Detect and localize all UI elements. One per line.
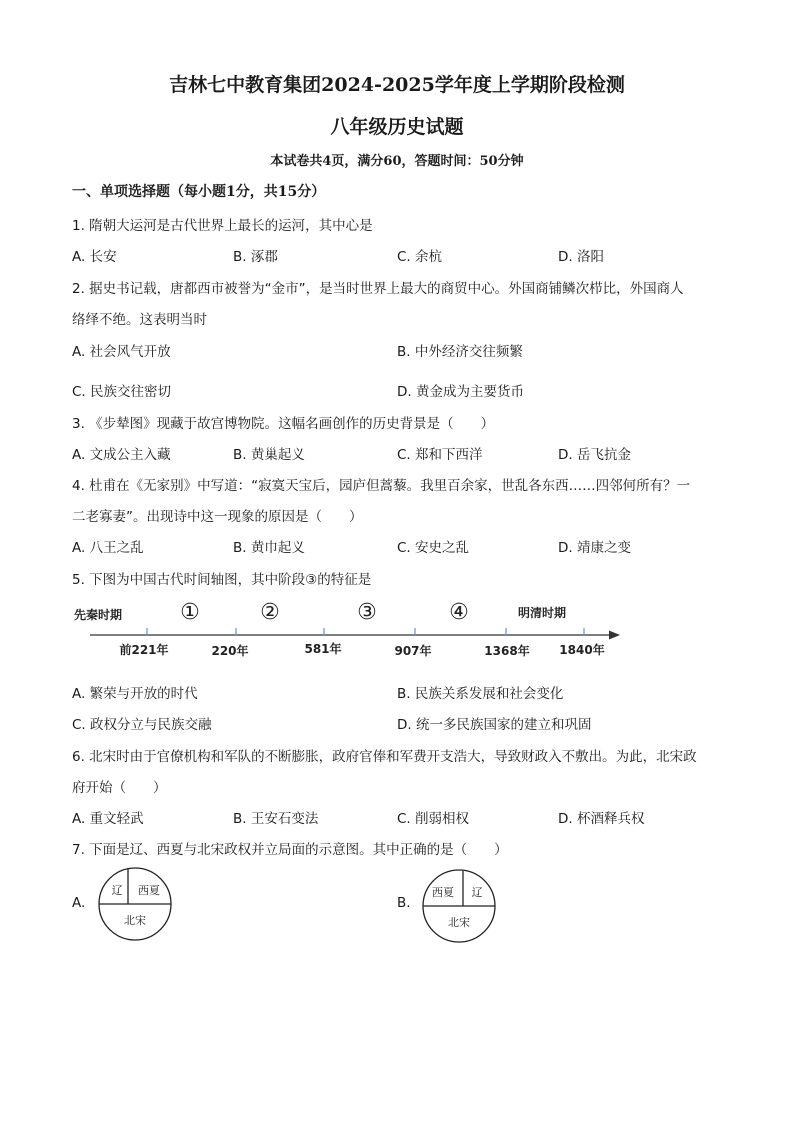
question-3-option-a: A. 文成公主入藏 (72, 447, 171, 463)
diagram-a-top-right: 西夏 (138, 884, 160, 897)
question-7-stem: 7. 下面是辽、西夏与北宋政权并立局面的示意图。其中正确的是（ ） (72, 842, 508, 858)
diagram-b-top-left: 西夏 (432, 886, 454, 899)
question-6-option-b: B. 王安石变法 (233, 811, 319, 827)
question-2-stem-line-1: 2. 据史书记载，唐都西市被誉为“金市”，是当时世界上最大的商贸中心。外国商铺鳞次栉比，外国商人 (72, 281, 684, 297)
timeline-left-label: 先秦时期 (74, 608, 123, 622)
question-3-option-b: B. 黄巢起义 (233, 447, 305, 463)
diagram-b-top-right: 辽 (471, 886, 483, 899)
question-5-option-d: D. 统一多民族国家的建立和巩固 (397, 717, 592, 733)
question-6-option-a: A. 重文轻武 (72, 811, 144, 827)
timeline-stage-4: ④ (449, 600, 469, 625)
diagram-a (95, 866, 175, 942)
timeline-stage-2: ② (260, 600, 280, 625)
question-1-option-c: C. 余杭 (397, 249, 443, 265)
exam-title: 吉林七中教育集团2024-2025学年度上学期阶段检测 (169, 74, 625, 96)
question-2-option-a: A. 社会风气开放 (72, 344, 171, 360)
question-4-option-a: A. 八王之乱 (72, 540, 144, 556)
question-3-option-c: C. 郑和下西洋 (397, 447, 483, 463)
timeline-arrow (609, 631, 620, 640)
question-3-stem: 3. 《步辇图》现藏于故宫博物院。这幅名画创作的历史背景是（ ） (72, 416, 495, 432)
timeline-right-label: 明清时期 (518, 606, 567, 620)
question-1-option-a: A. 长安 (72, 249, 117, 265)
question-4-option-d: D. 靖康之变 (558, 540, 631, 556)
question-7-option-b: B. (397, 895, 411, 911)
timeline-tick-label: 前221年 (119, 643, 169, 657)
question-5-stem: 5. 下图为中国古代时间轴图，其中阶段③的特征是 (72, 572, 372, 588)
diagram-b (419, 868, 499, 944)
diagram-a-bottom: 北宋 (124, 914, 146, 927)
question-3-option-d: D. 岳飞抗金 (558, 447, 631, 463)
timeline-tick-label: 220年 (211, 644, 249, 658)
timeline-stage-1: ① (180, 600, 200, 625)
timeline-tick-label: 907年 (394, 644, 432, 658)
question-6-option-c: C. 削弱相权 (397, 811, 470, 827)
question-7-option-a: A. (72, 895, 86, 911)
question-1-option-d: D. 洛阳 (558, 249, 604, 265)
question-6-stem-line-2: 府开始（ ） (72, 780, 167, 796)
exam-subtitle: 八年级历史试题 (330, 116, 464, 138)
timeline-tick-label: 1840年 (559, 643, 605, 657)
timeline-tick-label: 1368年 (484, 644, 530, 658)
question-4-option-b: B. 黄巾起义 (233, 540, 305, 556)
diagram-b-bottom: 北宋 (448, 916, 470, 929)
timeline-diagram (60, 592, 640, 668)
question-5-option-c: C. 政权分立与民族交融 (72, 717, 212, 733)
timeline-stage-3: ③ (357, 600, 377, 625)
timeline-tick-label: 581年 (304, 642, 342, 656)
question-1-stem: 1. 隋朝大运河是古代世界上最长的运河，其中心是 (72, 218, 373, 234)
question-6-stem-line-1: 6. 北宋时由于官僚机构和军队的不断膨胀，政府官俸和军费开支浩大，导致财政入不敷出。为此，北宋政 (72, 749, 697, 765)
exam-info: 本试卷共4页，满分60，答题时间：50分钟 (270, 154, 524, 169)
question-4-stem-line-1: 4. 杜甫在《无家别》中写道：“寂寞天宝后，园庐但蒿藜。我里百余家，世乱各东西……四邻何所有？一 (72, 478, 691, 494)
question-5-option-a: A. 繁荣与开放的时代 (72, 686, 198, 702)
section-heading: 一、单项选择题（每小题1分，共15分） (72, 184, 326, 200)
question-1-option-b: B. 涿郡 (233, 249, 278, 265)
question-5-option-b: B. 民族关系发展和社会变化 (397, 686, 564, 702)
question-2-option-c: C. 民族交往密切 (72, 384, 172, 400)
question-2-stem-line-2: 络绎不绝。这表明当时 (72, 312, 207, 328)
diagram-a-top-left: 辽 (111, 884, 123, 897)
question-6-option-d: D. 杯酒释兵权 (558, 811, 645, 827)
question-4-stem-line-2: 二老寡妻”。出现诗中这一现象的原因是（ ） (72, 509, 363, 525)
question-4-option-c: C. 安史之乱 (397, 540, 470, 556)
question-2-option-d: D. 黄金成为主要货币 (397, 384, 524, 400)
question-2-option-b: B. 中外经济交往频繁 (397, 344, 523, 360)
